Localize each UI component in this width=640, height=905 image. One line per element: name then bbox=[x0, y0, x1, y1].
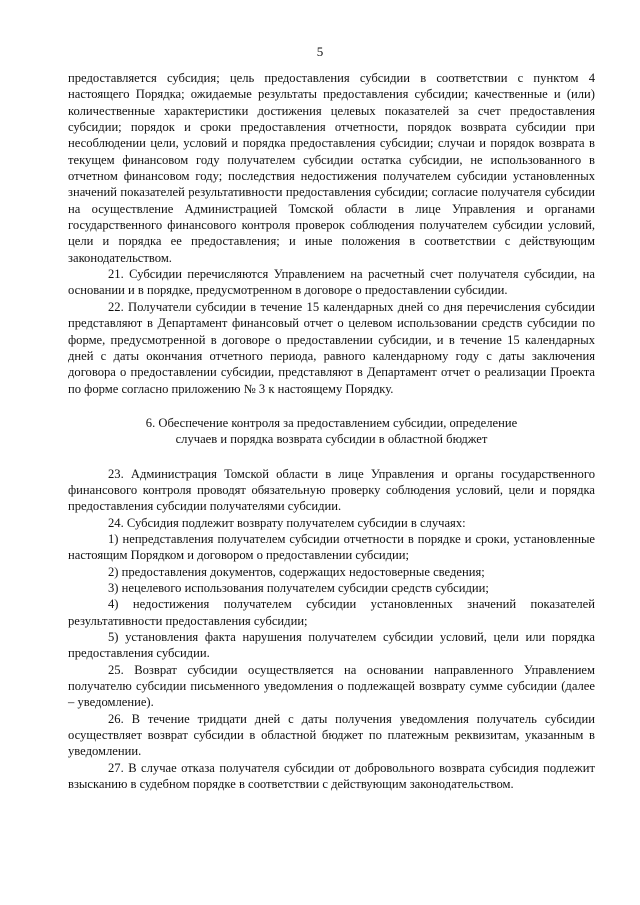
paragraph-21: 21. Субсидии перечисляются Управлением на расчетный счет получателя субсидии, на основании и в порядке, предусмотренном в договоре о предоставлении субсидии. bbox=[68, 267, 595, 298]
section-heading bbox=[68, 415, 595, 448]
page-number: 5 bbox=[316, 44, 324, 59]
document-body bbox=[68, 70, 595, 792]
paragraph-24-item-5: 5) установления факта нарушения получателем субсидии условий, цели или порядка предоставления субсидии. bbox=[68, 630, 595, 661]
paragraph-25: 25. Возврат субсидии осуществляется на основании направленного Управлением получателю субсидии письменного уведомления о подлежащей возврату сумме субсидии (далее – уведомление). bbox=[68, 662, 595, 710]
paragraph-24-item-3: 3) нецелевого использования получателем субсидии средств субсидии; bbox=[108, 580, 489, 595]
paragraph-24-item-4: 4) недостижения получателем субсидии установленных значений показателей результативности предоставления субсидии; bbox=[68, 597, 595, 628]
paragraph-continuation: предоставляется субсидия; цель предоставления субсидии в соответствии с пунктом 4 настоящего Порядка; ожидаемые результаты предоставления субсидии; качественные и (или) количественные характеристики достижения целевых показателей за счет предоставления субсидии; порядок и сроки предоставления отчетности, порядок возврата субсидии при несоблюдении цели, условий и порядка предоставления субсидии; случаи и порядок возврата в текущем финансовом году получателем субсидии остатка субсидии, не использованного в отчетном финансовом году; последствия недостижения получателем субсидии установленных значений показателей результативности предоставления субсидии; согласие получателя субсидии на осуществление Администрацией Томской области в лице Управления и органами государственного финансового контроля проверок соблюдения получателем субсидии условий, цели и порядка ее предоставления; и иные положения в соответствии с действующим законодательством. bbox=[68, 71, 595, 265]
section-heading-line-1: 6. Обеспечение контроля за предоставлением субсидии, определение bbox=[145, 415, 518, 430]
paragraph-22: 22. Получатели субсидии в течение 15 календарных дней со дня перечисления субсидии представляют в Департамент финансовый отчет о целевом использовании средств субсидии по форме, предусмотренной в договоре о предоставлении субсидии, и в течение 15 календарных дней с даты окончания отчетного периода, равного календарному году с даты заключения договора о предоставлении субсидии, представляют в Департамент отчет о реализации Проекта по форме согласно приложению № 3 к настоящему Порядку. bbox=[68, 299, 595, 396]
paragraph-24-item-2: 2) предоставления документов, содержащих недостоверные сведения; bbox=[108, 564, 485, 579]
paragraph-24: 24. Субсидия подлежит возврату получателем субсидии в случаях: bbox=[108, 515, 466, 530]
paragraph-26: 26. В течение тридцати дней с даты получения уведомления получатель субсидии осуществляет возврат субсидии в областной бюджет по платежным реквизитам, указанным в уведомлении. bbox=[68, 711, 595, 759]
section-heading-line-2: случаев и порядка возврата субсидии в областной бюджет bbox=[175, 432, 488, 447]
paragraph-23: 23. Администрация Томской области в лице Управления и органы государственного финансового контроля проводят обязательную проверку соблюдения условий, цели и порядка предоставления субсидии получателями субсидии. bbox=[68, 466, 595, 514]
paragraph-24-item-1: 1) непредставления получателем субсидии отчетности в порядке и сроки, установленные настоящим Порядком и договором о предоставлении субсидии; bbox=[68, 531, 595, 563]
paragraph-27: 27. В случае отказа получателя субсидии от добровольного возврата субсидия подлежит взысканию в судебном порядке в соответствии с действующим законодательством. bbox=[68, 760, 595, 792]
